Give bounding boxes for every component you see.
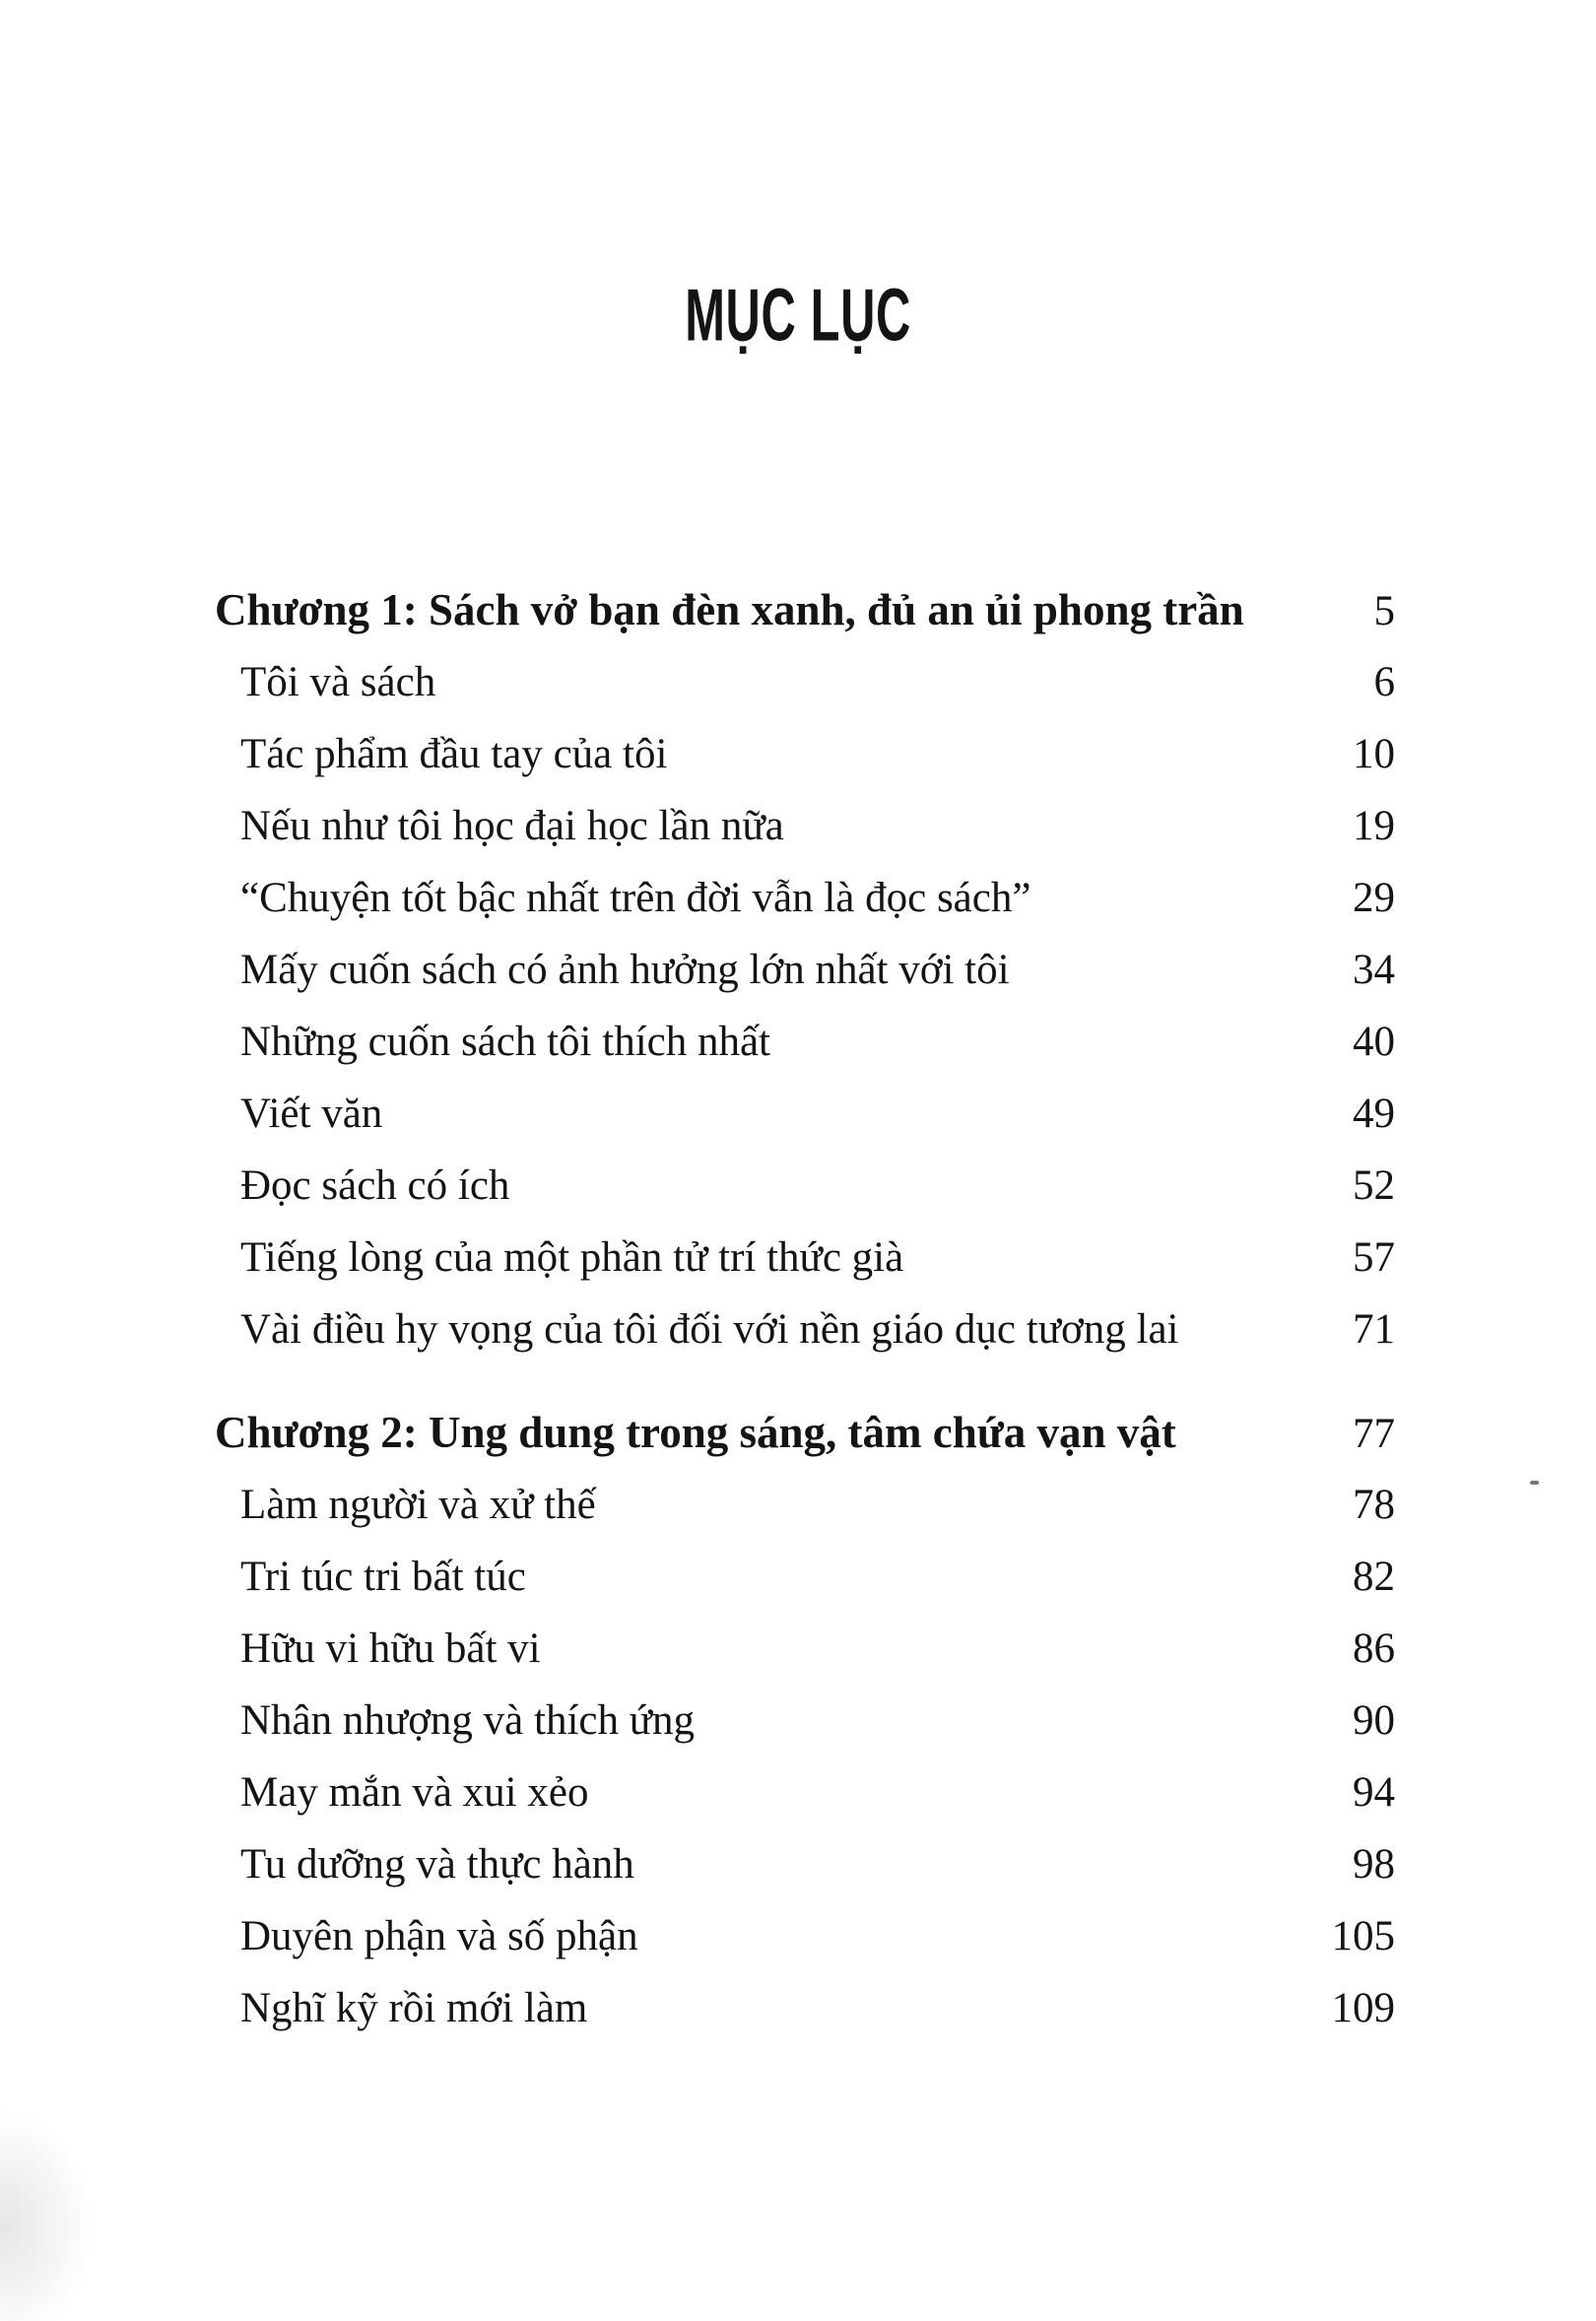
toc-row xyxy=(215,934,1395,1006)
toc-entry-label: Vài điều hy vọng của tôi đối với nền giáo dục tương lai xyxy=(240,1306,1179,1353)
toc-entry-label: Nhân nhượng và thích ứng xyxy=(240,1697,696,1744)
toc-entry-label: “Chuyện tốt bậc nhất trên đời vẫn là đọc sách” xyxy=(240,875,1031,921)
toc-entry-label: Tác phẩm đầu tay của tôi xyxy=(240,731,668,777)
toc-entry-page-number: 98 xyxy=(1353,1841,1395,1888)
page-title-container xyxy=(0,272,1596,357)
toc-row xyxy=(215,718,1395,790)
toc-entry-page-number: 57 xyxy=(1353,1234,1395,1281)
toc-entry-label: Tri túc tri bất túc xyxy=(240,1554,526,1600)
toc-row xyxy=(215,1397,1395,1469)
toc-row xyxy=(215,1685,1395,1757)
toc-entry-page-number: 40 xyxy=(1353,1019,1395,1065)
toc-entry-label: Mấy cuốn sách có ảnh hưởng lớn nhất với tôi xyxy=(240,947,1010,993)
toc-entry-page-number: 6 xyxy=(1373,659,1395,705)
toc-entry-label: Đọc sách có ích xyxy=(240,1162,510,1209)
toc-entry-label: Chương 2: Ung dung trong sáng, tâm chứa vạn vật xyxy=(215,1408,1176,1457)
toc-entry-label: Những cuốn sách tôi thích nhất xyxy=(240,1019,771,1065)
toc-entry-page-number: 82 xyxy=(1353,1554,1395,1600)
toc-entry-page-number: 71 xyxy=(1353,1306,1395,1353)
toc-row xyxy=(215,1900,1395,1972)
toc-entry-label: Nếu như tôi học đại học lần nữa xyxy=(240,803,784,849)
toc-entry-label: Nghĩ kỹ rồi mới làm xyxy=(240,1985,588,2031)
toc-entry-label: Duyên phận và số phận xyxy=(240,1913,638,1959)
toc-entry-page-number: 52 xyxy=(1353,1162,1395,1209)
toc-row xyxy=(215,1222,1395,1293)
toc-entry-page-number: 90 xyxy=(1353,1697,1395,1744)
page-title: MỤC LỤC xyxy=(685,272,911,357)
toc-entry-label: May mắn và xui xẻo xyxy=(240,1769,589,1816)
toc-entry-label: Chương 1: Sách vở bạn đèn xanh, đủ an ủi phong trần xyxy=(215,585,1244,634)
toc-entry-label: Tôi và sách xyxy=(240,659,436,705)
toc-row xyxy=(215,1757,1395,1828)
toc-row xyxy=(215,1006,1395,1078)
toc-entry-page-number: 78 xyxy=(1353,1482,1395,1528)
toc-row xyxy=(215,862,1395,934)
toc-entry-page-number: 19 xyxy=(1353,803,1395,849)
toc-entry-label: Tu dưỡng và thực hành xyxy=(240,1841,634,1888)
toc-entry-page-number: 5 xyxy=(1373,588,1395,634)
toc-entry-label: Tiếng lòng của một phần tử trí thức già xyxy=(240,1234,904,1281)
toc-entry-page-number: 49 xyxy=(1353,1091,1395,1137)
toc-row xyxy=(215,790,1395,862)
toc-entry-page-number: 105 xyxy=(1331,1913,1395,1959)
toc-row xyxy=(215,574,1395,646)
toc-entry-page-number: 34 xyxy=(1353,947,1395,993)
toc-row xyxy=(215,1828,1395,1900)
toc-row xyxy=(215,1150,1395,1222)
table-of-contents xyxy=(215,574,1395,2044)
toc-row xyxy=(215,1613,1395,1685)
toc-entry-page-number: 94 xyxy=(1353,1769,1395,1816)
toc-entry-page-number: 109 xyxy=(1331,1985,1395,2031)
toc-row xyxy=(215,1078,1395,1150)
toc-row xyxy=(215,1972,1395,2044)
toc-entry-label: Viết văn xyxy=(240,1091,383,1137)
toc-row xyxy=(215,1469,1395,1541)
scan-artifact-smudge xyxy=(0,2108,95,2321)
toc-entry-page-number: 10 xyxy=(1353,731,1395,777)
toc-entry-label: Hữu vi hữu bất vi xyxy=(240,1625,541,1672)
toc-entry-page-number: 77 xyxy=(1353,1411,1395,1457)
toc-row xyxy=(215,1541,1395,1613)
toc-entry-page-number: 86 xyxy=(1353,1625,1395,1672)
toc-entry-label: Làm người và xử thế xyxy=(240,1482,596,1528)
toc-row xyxy=(215,646,1395,718)
scan-artifact-dot xyxy=(1530,1481,1539,1485)
toc-row xyxy=(215,1293,1395,1365)
toc-entry-page-number: 29 xyxy=(1353,875,1395,921)
